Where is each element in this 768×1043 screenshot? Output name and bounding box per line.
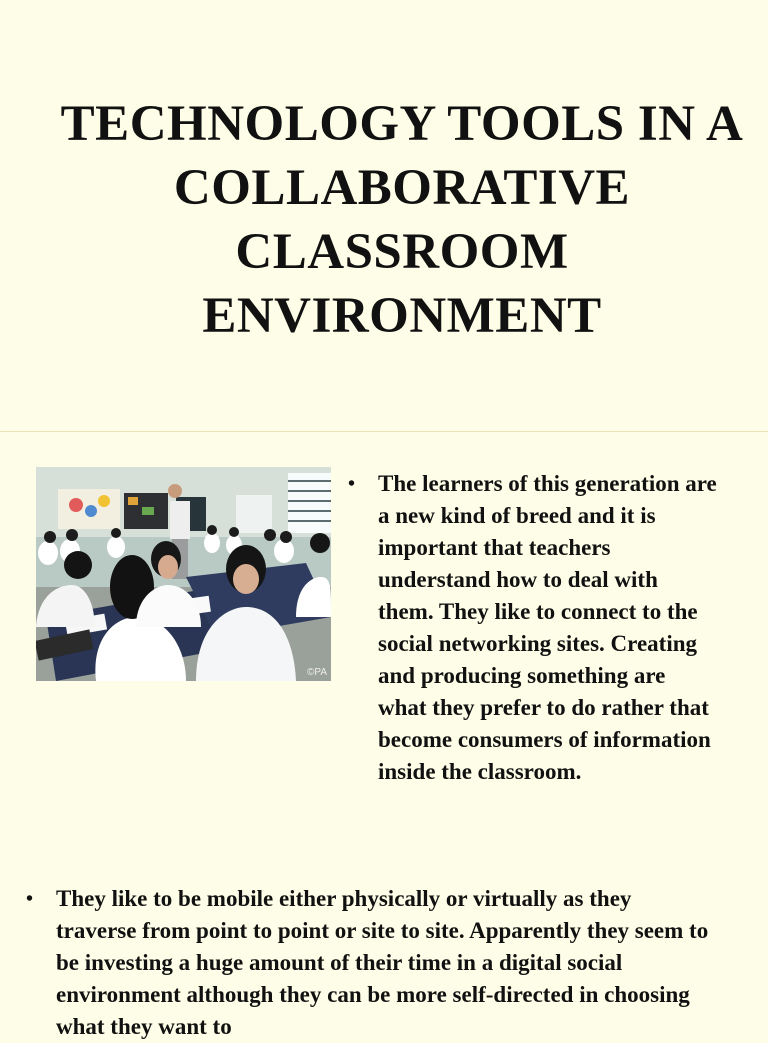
photo-credit: ©PA — [307, 667, 327, 678]
slide-title: TECHNOLOGY TOOLS IN A COLLABORATIVE CLASSROOM ENVIRONMENT — [60, 96, 744, 344]
bullet-icon: • — [348, 473, 356, 495]
bullet-item-2 — [26, 883, 716, 1043]
classroom-photo — [36, 467, 331, 681]
bullet-text-2: They like to be mobile either physically or virtually as they traverse from point to point or site to site. Apparently they seem to be investing a huge amount of their time in a digital social environment although they can be more self-directed in choosing what they want to — [56, 886, 709, 1039]
bullet-text-1: The learners of this generation are a new kind of breed and it is important that teachers understand how to deal with them. They like to connect to the social networking sites. Creating and producing something are what they prefer to do rather that become consumers of information inside the classroom. — [378, 471, 717, 784]
bullet-item-1 — [348, 468, 718, 788]
bullet-icon: • — [26, 888, 34, 910]
slide-divider — [0, 431, 768, 432]
